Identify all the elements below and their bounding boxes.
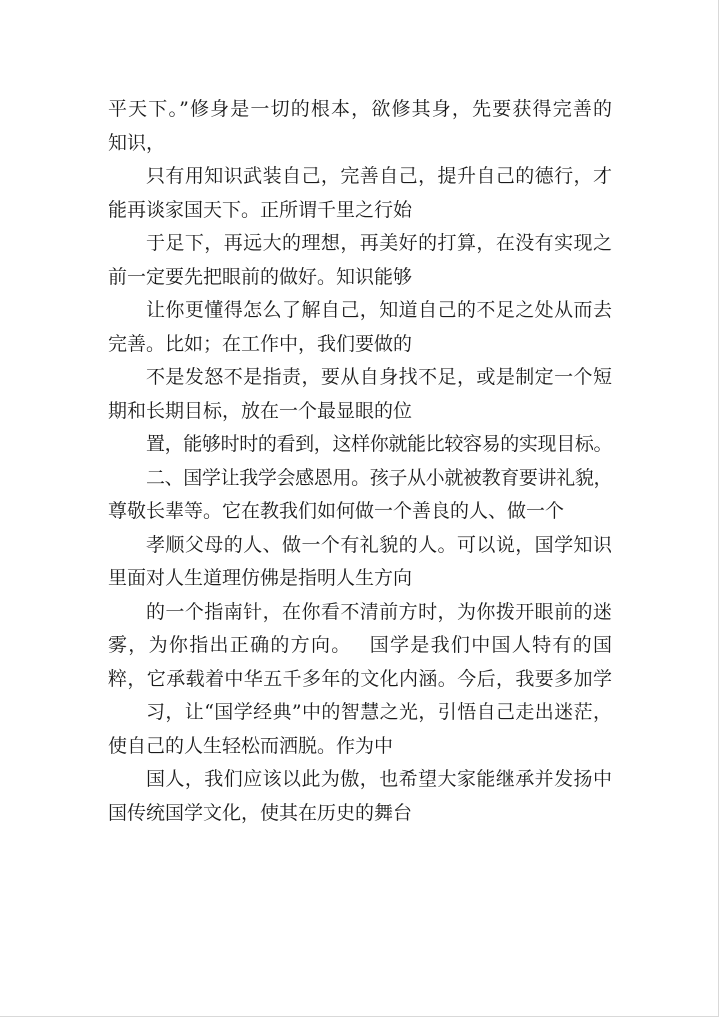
text-line: 雾，为你指出正确的方向。 国学是我们中国人特有的国 [108, 634, 612, 656]
text-line: 知识， [108, 131, 166, 154]
text-line: 前一定要先把眼前的做好。知识能够 [108, 265, 413, 288]
text-line: 置，能够时时的看到，这样你就能比较容易的实现目标。 [146, 433, 612, 455]
text-line: 使自己的人生轻松而洒脱。作为中 [108, 734, 394, 757]
text-line: 的一个指南针，在你看不清前方时，为你拨开眼前的迷 [146, 600, 612, 623]
text-line: 只有用知识武装自己，完善自己，提升自己的德行，才 [146, 165, 612, 187]
text-line: 里面对人生道理仿佛是指明人生方向 [108, 567, 413, 589]
text-line: 于足下，再远大的理想，再美好的打算，在没有实现之 [146, 232, 612, 254]
text-line: 二、国学让我学会感恩用。孩子从小就被教育要讲礼貌， [146, 466, 612, 489]
text-line: 尊敬长辈等。它在教我们如何做一个善良的人、做一个 [108, 500, 565, 522]
text-line: 国人，我们应该以此为傲，也希望大家能继承并发扬中 [146, 768, 612, 790]
text-line: 不是发怒不是指责，要从自身找不足，或是制定一个短 [146, 366, 612, 388]
body-text [108, 93, 612, 830]
text-line: 粹，它承载着中华五千多年的文化内涵。今后，我要多加学 [108, 667, 612, 690]
text-line: 完善。比如；在工作中，我们要做的 [108, 332, 413, 355]
text-line: 孝顺父母的人、做一个有礼貌的人。可以说，国学知识 [146, 533, 612, 556]
text-line: 让你更懂得怎么了解自己，知道自己的不足之处从而去 [146, 299, 612, 321]
text-line: 习，让“国学经典”中的智慧之光，引悟自己走出迷茫， [146, 701, 612, 723]
text-line: 国传统国学文化，使其在历史的舞台 [108, 801, 413, 824]
text-line: 平天下。”修身是一切的根本，欲修其身，先要获得完善的 [108, 98, 612, 120]
text-line: 能再谈家国天下。正所谓千里之行始 [108, 198, 413, 221]
text-line: 期和长期目标，放在一个最显眼的位 [108, 399, 413, 422]
